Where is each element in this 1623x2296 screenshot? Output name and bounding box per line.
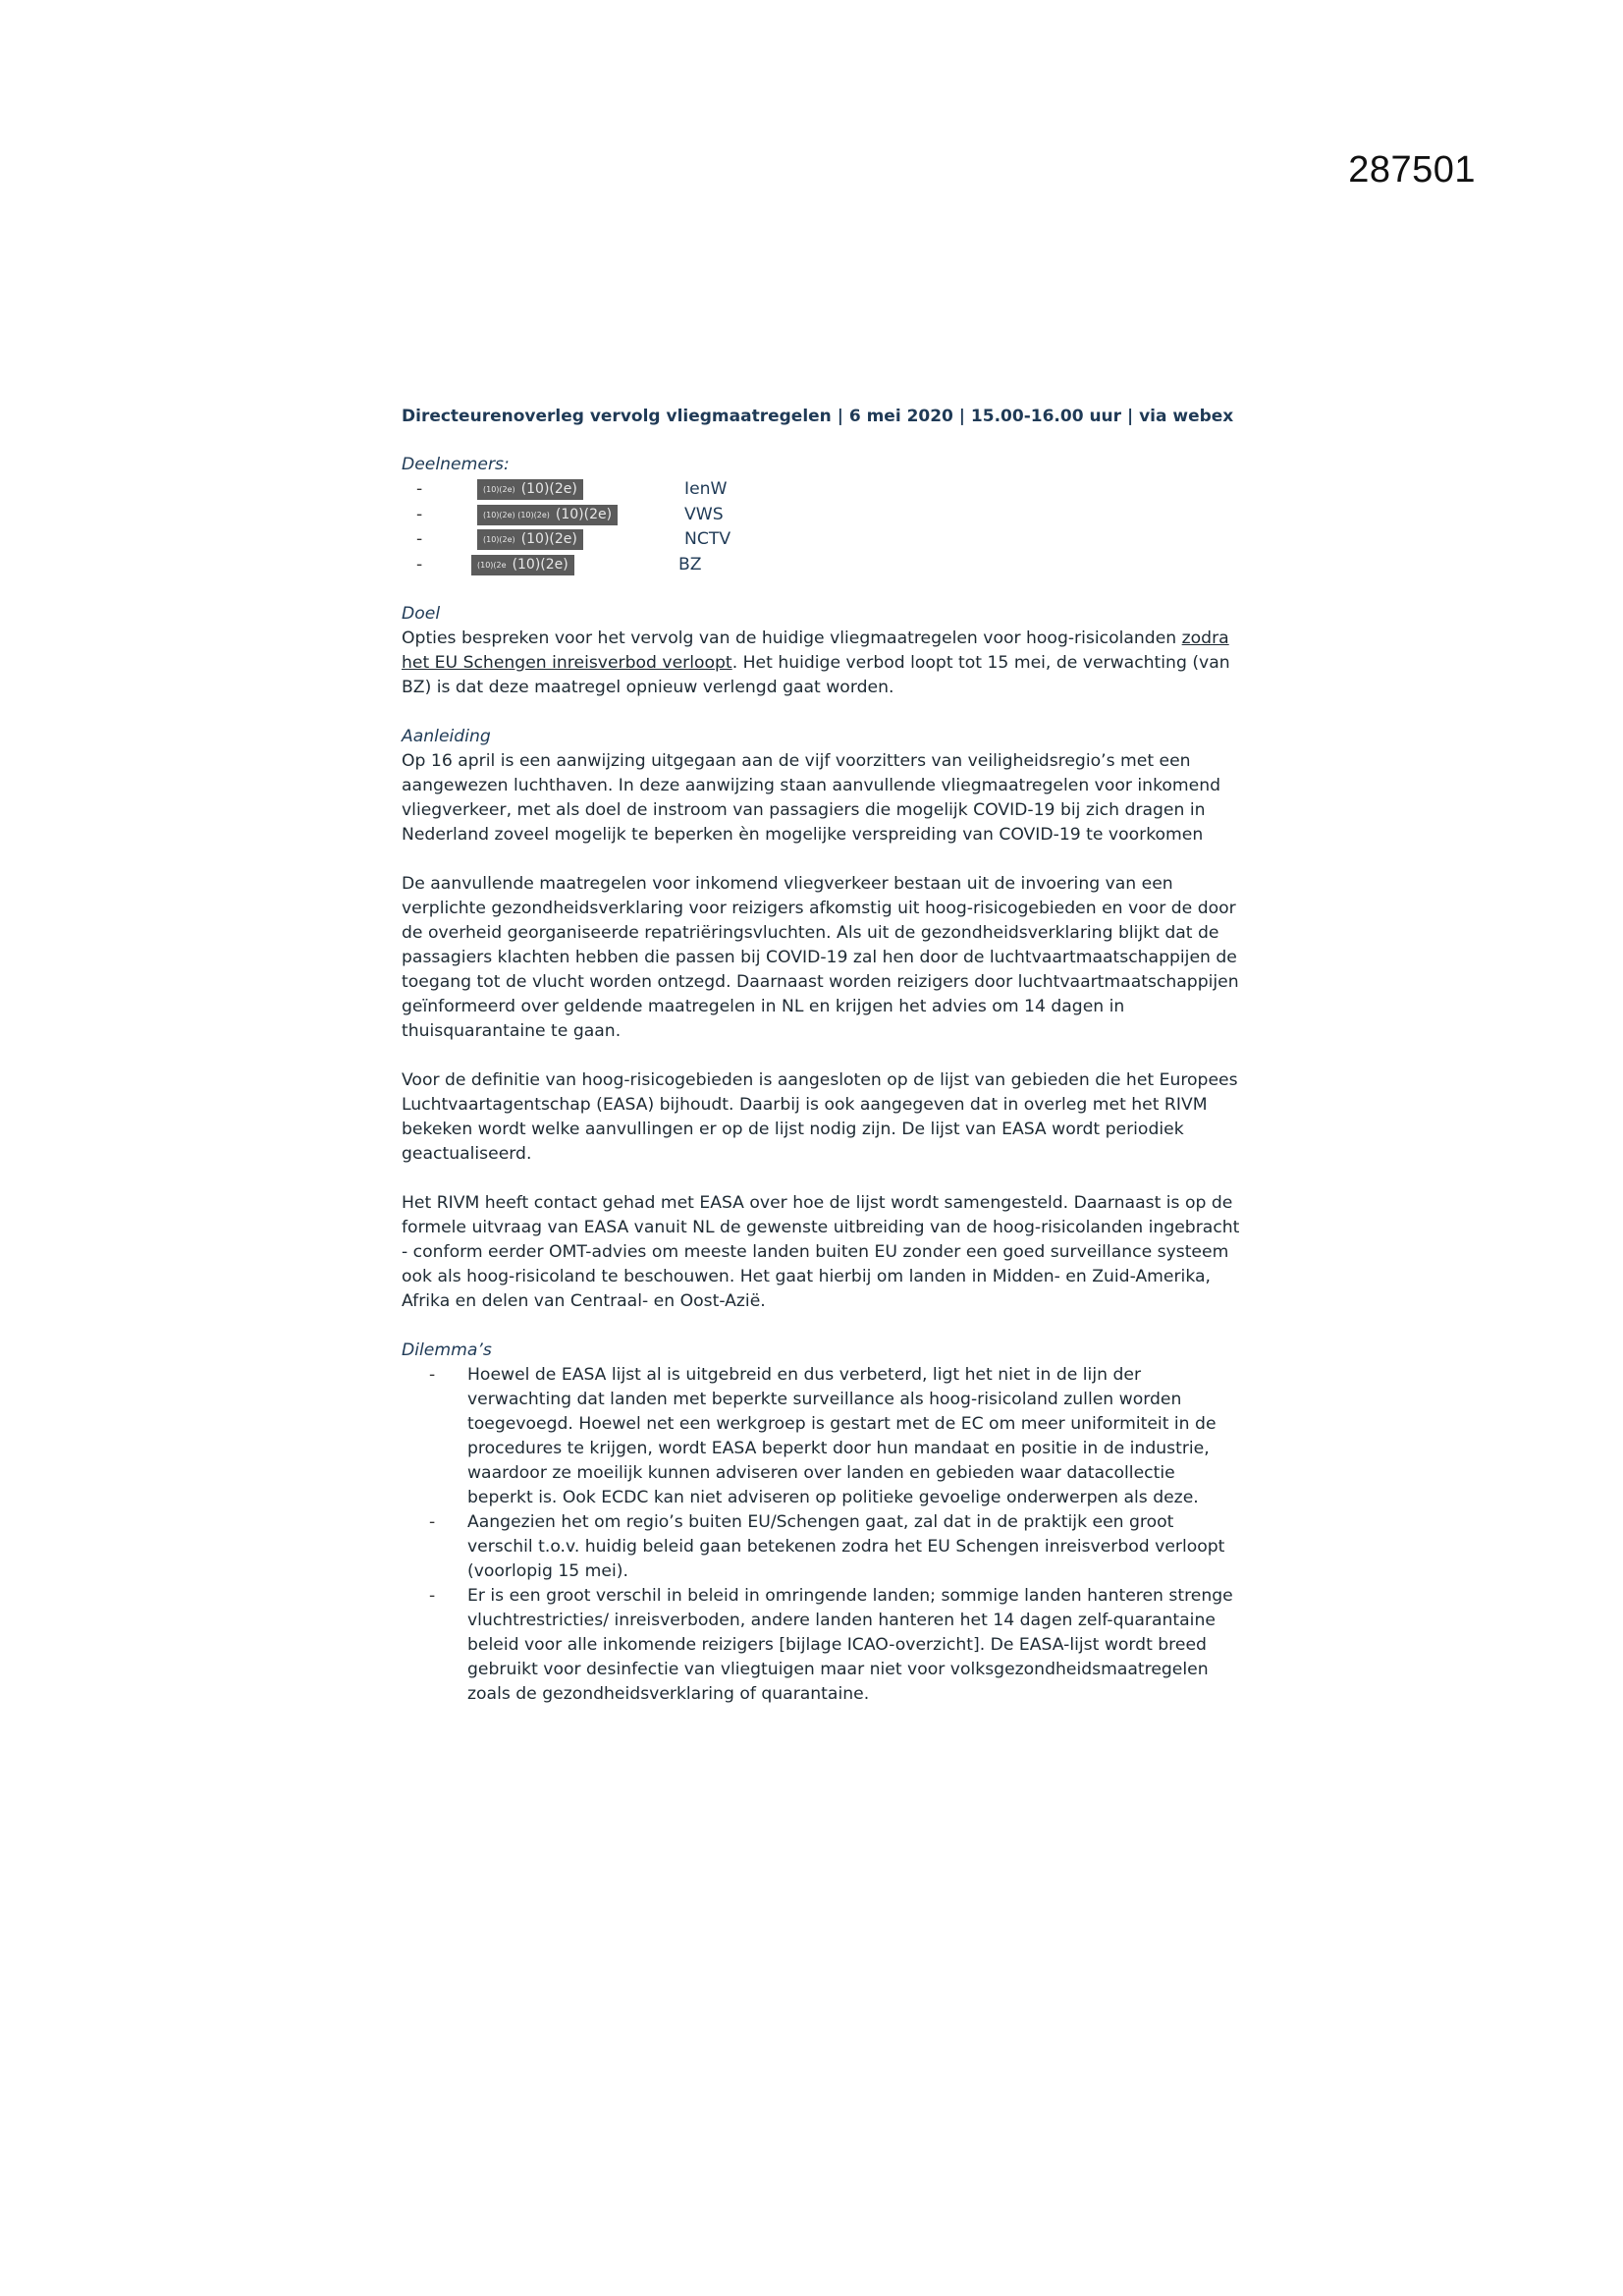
participant-org: BZ: [678, 554, 702, 574]
dilemma-text: Aangezien het om regio’s buiten EU/Schengen gaat, zal dat in de praktijk een groot verschil t.o.v. huidig beleid gaan betekenen zodra het EU Schengen inreisverbod verloopt (voorlopig 15 mei).: [467, 1512, 1225, 1581]
dilemma-text: Hoewel de EASA lijst al is uitgebreid en dus verbeterd, ligt het niet in de lijn der verwachting dat landen met beperkte surveillance als hoog-risicoland zullen worden toegevoegd. Hoewel net een werkgroep is gestart met de EC om meer uniformiteit in de procedures te krijgen, wordt EASA beperkt door hun mandaat en positie in de industrie, waardoor ze moeilijk kunnen adviseren over landen en gebieden waar datacollectie beperkt is. Ook ECDC kan niet adviseren op politieke gevoelige onderwerpen als deze.: [467, 1365, 1217, 1507]
document-title: Directeurenoverleg vervolg vliegmaatregelen | 6 mei 2020 | 15.00-16.00 uur | via webex: [402, 407, 1234, 426]
dilemma-item: [402, 1584, 1246, 1707]
list-dash: -: [416, 504, 423, 524]
redaction-block: (10)(2e (10)(2e): [471, 555, 574, 575]
underlined-phrase: zodra het EU Schengen inreisverbod verloopt: [402, 629, 1229, 673]
list-dash: -: [429, 1586, 436, 1606]
redaction-block: (10)(2e) (10)(2e): [477, 529, 583, 550]
participants-list: [402, 477, 1246, 577]
participants-heading: Deelnemers:: [402, 455, 510, 474]
participant-row: [402, 477, 1246, 503]
participant-row: [402, 553, 1246, 578]
list-dash: -: [429, 1365, 436, 1385]
dilemma-item: [402, 1363, 1246, 1510]
list-dash: -: [429, 1512, 436, 1532]
aanleiding-paragraph-4: Het RIVM heeft contact gehad met EASA over hoe de lijst wordt samengesteld. Daarnaast is op de formele uitvraag van EASA vanuit NL de gewenste uitbreiding van de hoog-risicolanden ingebracht - conform eerder OMT-advies om meeste landen buiten EU zonder een goed surveillance systeem ook als hoog-risicoland te beschouwen. Het gaat hierbij om landen in Midden- en Zuid-Amerika, Afrika en delen van Centraal- en Oost-Azië.: [402, 1193, 1240, 1311]
aanleiding-paragraph-3: Voor de definitie van hoog-risicogebieden is aangesloten op de lijst van gebieden die het Europees Luchtvaartagentschap (EASA) bijhoudt. Daarbij is ook aangegeven dat in overleg met het RIVM bekeken wordt welke aanvullingen er op de lijst nodig zijn. De lijst van EASA wordt periodiek geactualiseerd.: [402, 1070, 1238, 1164]
redaction-block: (10)(2e) (10)(2e) (10)(2e): [477, 505, 618, 525]
list-dash: -: [416, 479, 423, 500]
aanleiding-heading: Aanleiding: [402, 727, 491, 746]
dilemma-text: Er is een groot verschil in beleid in omringende landen; sommige landen hanteren strenge vluchtrestricties/ inreisverboden, andere landen hanteren het 14 dagen zelf-quarantaine beleid voor alle inkomende reizigers [bijlage ICAO-overzicht]. De EASA-lijst wordt breed gebruikt voor desinfectie van vliegtuigen maar niet voor volksgezondheidsmaatregelen zoals de gezondheidsverklaring of quarantaine.: [467, 1586, 1233, 1704]
dilemmas-list: [402, 1363, 1246, 1707]
redaction-block: (10)(2e) (10)(2e): [477, 479, 583, 500]
participant-row: [402, 527, 1246, 553]
participant-org: NCTV: [684, 529, 731, 550]
list-dash: -: [416, 554, 423, 574]
aanleiding-paragraph-2: De aanvullende maatregelen voor inkomend vliegverkeer bestaan uit de invoering van een verplichte gezondheidsverklaring voor reizigers afkomstig uit hoog-risicogebieden en voor de door de overheid georganiseerde repatriëringsvluchten. Als uit de gezondheidsverklaring blijkt dat de passagiers klachten hebben die passen bij COVID-19 zal hen door de luchtvaartmaatschappijen de toegang tot de vlucht worden ontzegd. Daarnaast worden reizigers door luchtvaartmaatschappijen geïnformeerd over geldende maatregelen in NL en krijgen het advies om 14 dagen in thuisquarantaine te gaan.: [402, 874, 1239, 1041]
dilemmas-heading: Dilemma’s: [402, 1340, 492, 1360]
doel-heading: Doel: [402, 604, 441, 624]
aanleiding-paragraph-1: Op 16 april is een aanwijzing uitgegaan aan de vijf voorzitters van veiligheidsregio’s met een aangewezen luchthaven. In deze aanwijzing staan aanvullende vliegmaatregelen voor inkomend vliegverkeer, met als doel de instroom van passagiers die mogelijk COVID-19 bij zich dragen in Nederland zoveel mogelijk te beperken èn mogelijke verspreiding van COVID-19 te voorkomen: [402, 751, 1221, 845]
doel-paragraph: Opties bespreken voor het vervolg van de huidige vliegmaatregelen voor hoog-risicolanden zodra het EU Schengen inreisverbod verloopt. Het huidige verbod loopt tot 15 mei, de verwachting (van BZ) is dat deze maatregel opnieuw verlengd gaat worden.: [402, 629, 1230, 697]
participant-org: IenW: [684, 479, 728, 500]
participant-row: [402, 503, 1246, 528]
document-number: 287501: [1348, 149, 1476, 191]
document-body: [402, 405, 1246, 1707]
dilemma-item: [402, 1510, 1246, 1584]
list-dash: -: [416, 529, 423, 550]
participant-org: VWS: [684, 504, 724, 524]
